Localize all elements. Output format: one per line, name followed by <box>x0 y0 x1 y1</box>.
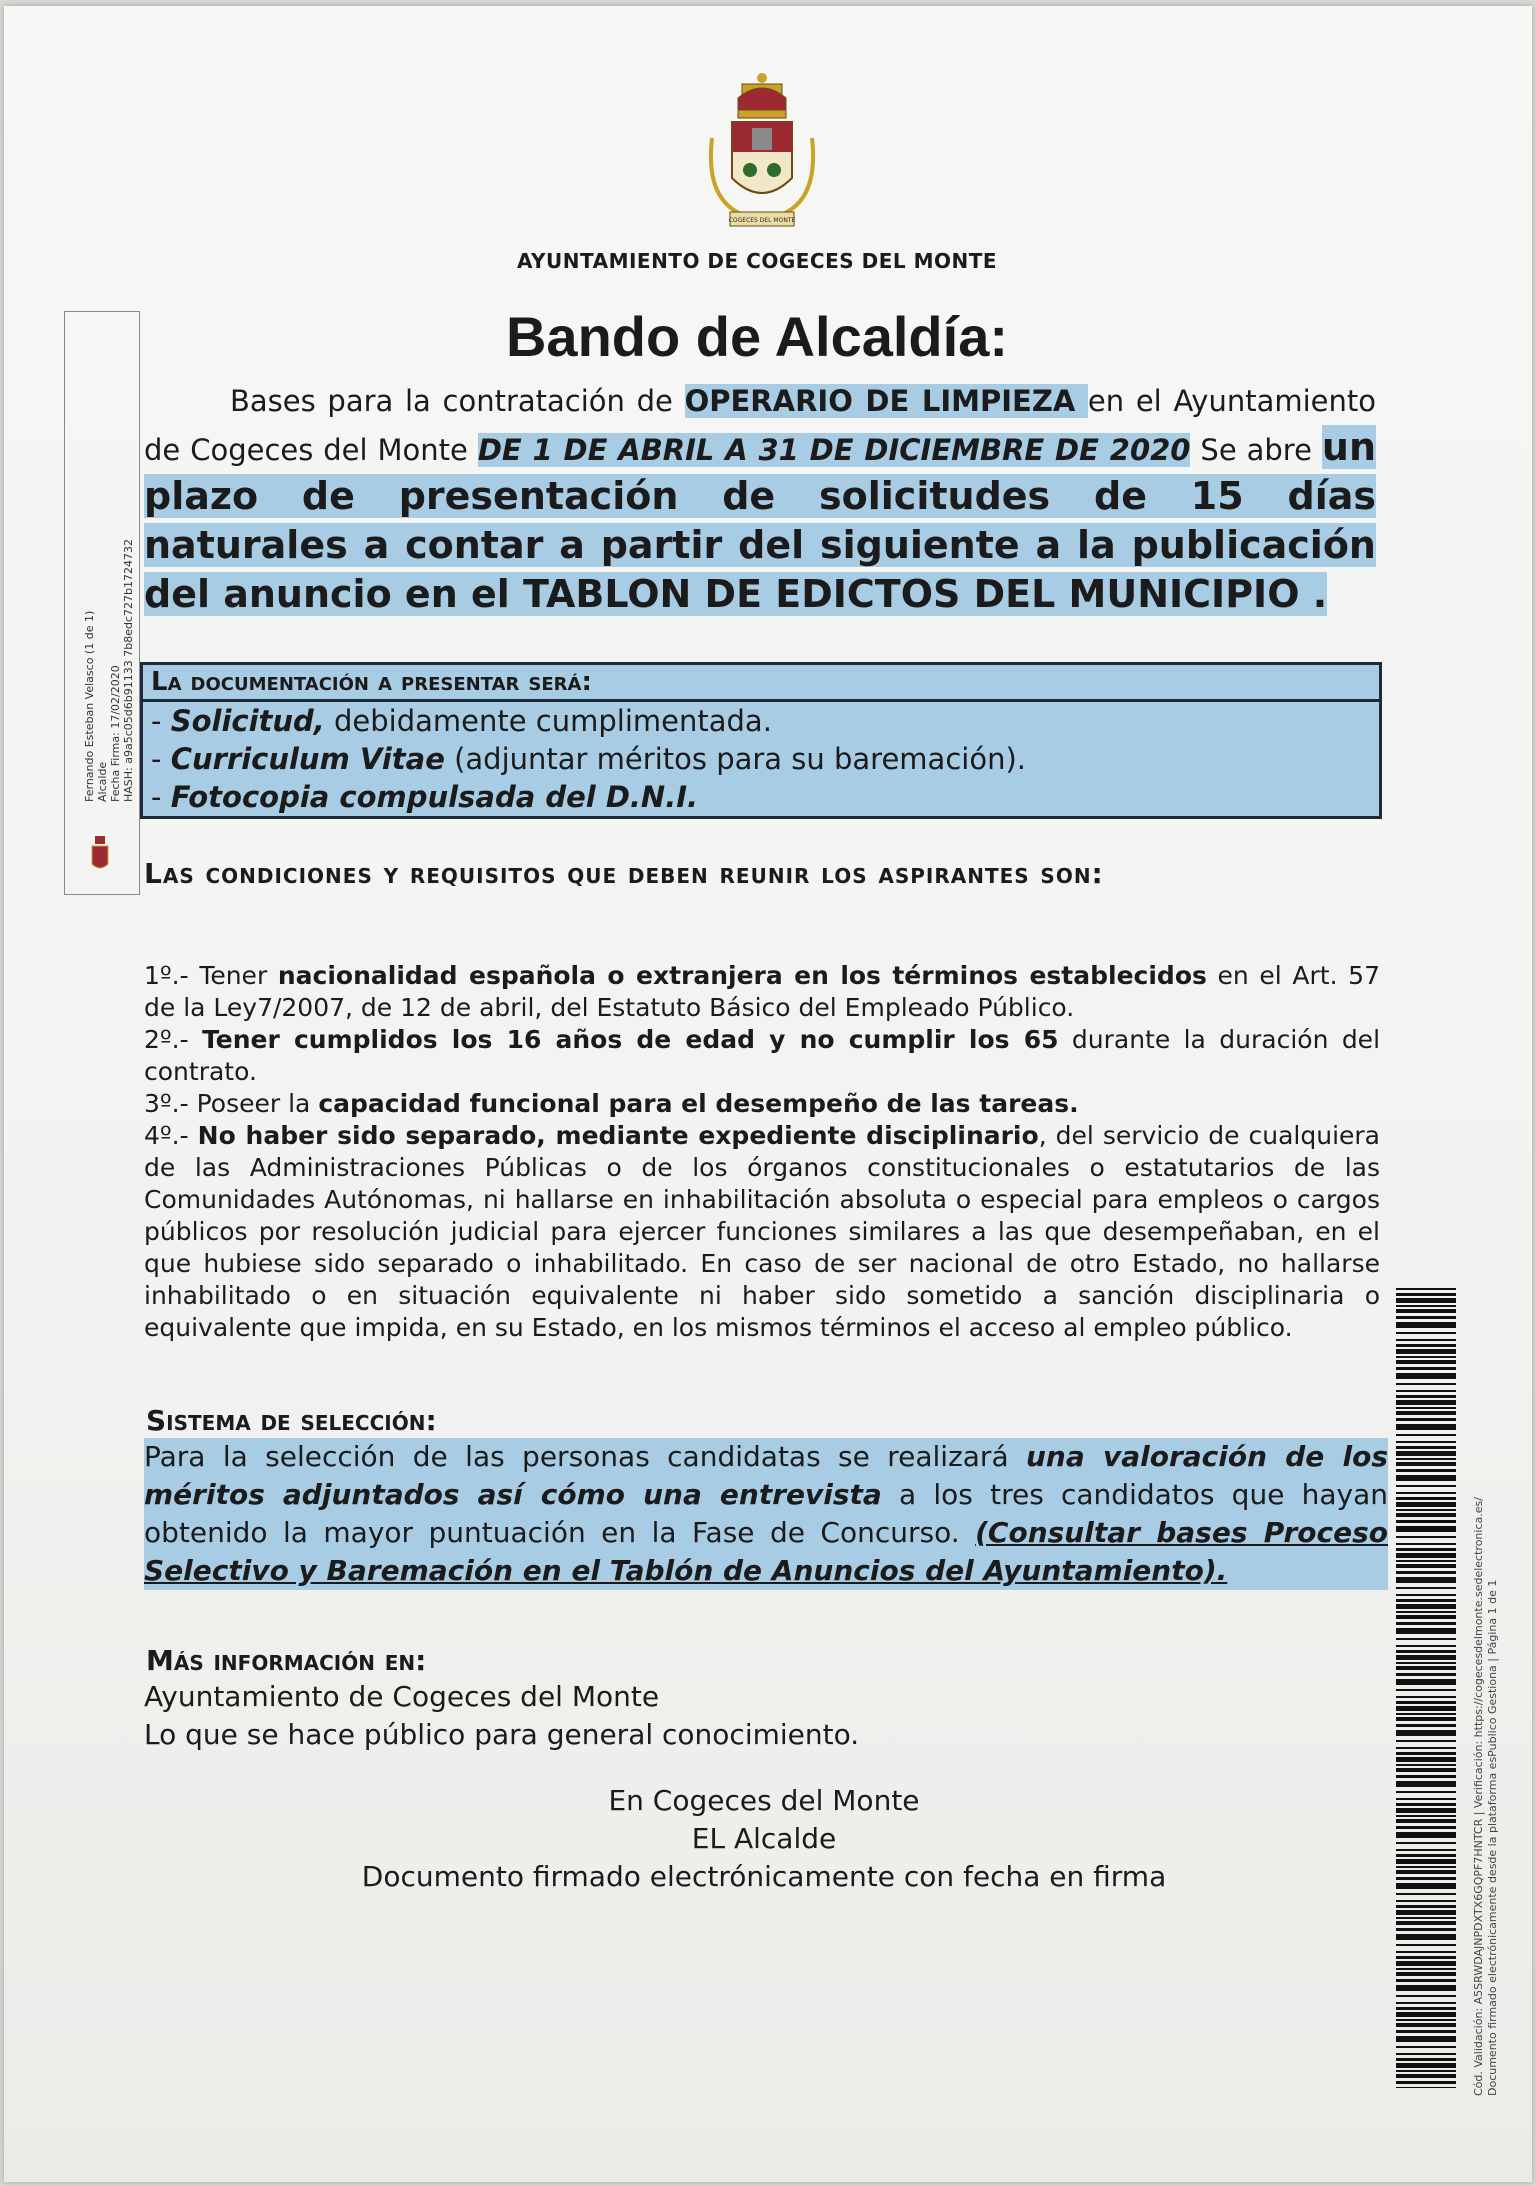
barcode-bar <box>1396 1492 1456 1494</box>
verification-text <box>1472 1316 1510 2096</box>
signature-block <box>4 1782 1524 1896</box>
signature-note: Documento firmado electrónicamente con fecha en firma <box>361 1860 1167 1893</box>
conditions-heading: Las condiciones y requisitos que deben reunir los aspirantes son: <box>144 857 1104 890</box>
barcode-bar <box>1396 2074 1456 2078</box>
barcode-bar <box>1396 1757 1456 1762</box>
barcode-bar <box>1396 1740 1456 1742</box>
barcode-bar <box>1396 1905 1456 1908</box>
documentation-item: - Fotocopia compulsada del D.N.I. <box>151 780 699 814</box>
barcode-bar <box>1396 1526 1456 1532</box>
barcode-icon <box>1396 1288 1456 2088</box>
barcode-bar <box>1396 1775 1456 1778</box>
requirement-item: 2º.- Tener cumplidos los 16 años de edad y no cumplir los 65 durante la duración del contrato. <box>144 1025 1381 1086</box>
barcode-bar <box>1396 1339 1456 1341</box>
requirements-list <box>144 960 1380 1344</box>
barcode-bar <box>1396 1594 1456 1596</box>
barcode-bar <box>1396 1298 1456 1303</box>
info-heading: Más información en: <box>146 1644 427 1677</box>
barcode-bar <box>1396 1451 1456 1456</box>
barcode-bar <box>1396 1826 1456 1829</box>
info-block <box>144 1678 859 1754</box>
selection-heading: Sistema de selección: <box>146 1404 437 1437</box>
barcode-bar <box>1396 2007 1456 2010</box>
barcode-bar <box>1396 1316 1456 1319</box>
page-title: Bando de Alcaldía: <box>505 305 1008 368</box>
barcode-bar <box>1396 1458 1456 1460</box>
barcode-bar <box>1396 1615 1456 1619</box>
barcode-bar <box>1396 1666 1456 1670</box>
barcode-bar <box>1396 1543 1456 1545</box>
barcode-bar <box>1396 1332 1456 1334</box>
barcode-bar <box>1396 1553 1456 1558</box>
barcode-bar <box>1396 1571 1456 1574</box>
requirement-item: 4º.- No haber sido separado, mediante expediente disciplinario, del servicio de cualquiera de las Administraciones Públicas o de los órganos constitucionales o estatutarios de las Comunidades Autónomas, ni hallarse en inhabilitación absoluta o especial para empleos o cargos públicos por resolución judicial para ejercer funciones similares a las que desempeñaban, en el que hubiese sido separado o inhabilitado. En caso de ser nacional de otro Estado, no hallarse inhabilitado o en situación equivalente ni haber sido sometido a sanción disciplinaria o equivalente que impida, en su Estado, en los mismos términos el acceso al empleo público. <box>144 1121 1380 1342</box>
barcode-bar <box>1396 1356 1456 1358</box>
barcode-bar <box>1396 2023 1456 2027</box>
barcode-bar <box>1396 1808 1456 1813</box>
barcode-bar <box>1396 2036 1456 2042</box>
barcode-bar <box>1396 1360 1456 1364</box>
documentation-item: - Curriculum Vitae (adjuntar méritos para su baremación). <box>151 742 1026 776</box>
barcode-bar <box>1396 1764 1456 1766</box>
barcode-bar <box>1396 1854 1456 1857</box>
barcode-bar <box>1396 1434 1456 1436</box>
barcode-bar <box>1396 2058 1456 2061</box>
barcode-bar <box>1396 1560 1456 1562</box>
barcode-bar <box>1396 1956 1456 1959</box>
barcode-bar <box>1396 1842 1456 1844</box>
barcode-bar <box>1396 1866 1456 1868</box>
barcode-bar <box>1396 1655 1456 1660</box>
barcode-bar <box>1396 2081 1456 2084</box>
barcode-bar <box>1396 1587 1456 1589</box>
barcode-bar <box>1396 1893 1456 1895</box>
barcode-bar <box>1396 1564 1456 1568</box>
barcode-bar <box>1396 1520 1456 1523</box>
barcode-bar <box>1396 1411 1456 1415</box>
barcode-bar <box>1396 2063 1456 2068</box>
barcode-bar <box>1396 1706 1456 1711</box>
svg-text:COGECES DEL MONTE: COGECES DEL MONTE <box>728 217 796 224</box>
documentation-heading: La documentación a presentar será: <box>143 665 1379 702</box>
barcode-bar <box>1396 1883 1456 1889</box>
barcode-bar <box>1396 1322 1456 1328</box>
barcode-bar <box>1396 1288 1456 1290</box>
barcode-bar <box>1396 1469 1456 1472</box>
barcode-bar <box>1396 1645 1456 1647</box>
barcode-bar <box>1396 1673 1456 1676</box>
barcode-bar <box>1396 1446 1456 1449</box>
barcode-bar <box>1396 1819 1456 1823</box>
requirement-item: 1º.- Tener nacionalidad española o extranjera en los términos establecidos en el Art. 57 de la Ley7/2007, de 12 de abril, del Estatuto Básico del Empleado Público. <box>144 961 1380 1022</box>
signature-role: EL Alcalde <box>691 1822 837 1855</box>
info-line: Lo que se hace público para general conocimiento. <box>144 1718 860 1751</box>
intro-text-2: en el Ayuntamiento de Cogeces del Monte <box>144 384 1377 467</box>
barcode-bar <box>1396 1502 1456 1507</box>
barcode-bar <box>1396 1921 1456 1925</box>
barcode-bar <box>1396 1877 1456 1880</box>
signature-stamp <box>64 311 140 895</box>
barcode-bar <box>1396 1475 1456 1481</box>
document-page <box>4 6 1532 2182</box>
barcode-bar <box>1396 1293 1456 1296</box>
signature-place: En Cogeces del Monte <box>608 1784 920 1817</box>
barcode-bar <box>1396 1870 1456 1874</box>
requirement-item: 3º.- Poseer la capacidad funcional para el desempeño de las tareas. <box>144 1089 1079 1118</box>
barcode-bar <box>1396 1900 1456 1902</box>
barcode-bar <box>1396 1309 1456 1313</box>
barcode-bar <box>1396 1497 1456 1500</box>
barcode-bar <box>1396 1815 1456 1817</box>
barcode-bar <box>1396 1917 1456 1919</box>
selection-paragraph: Para la selección de las personas candidatas se realizará una valoración de los méritos adjuntados así cómo una entrevista a los tres candidatos que hayan obtenido la mayor puntuación en la Fase de Concurso. (Consultar bases Proceso Selectivo y Baremación en el Tablón de Anuncios del Ayuntamiento). <box>144 1438 1388 1590</box>
barcode-bar <box>1396 1349 1456 1354</box>
barcode-bar <box>1396 1373 1456 1379</box>
barcode-bar <box>1396 1513 1456 1517</box>
barcode-bar <box>1396 1536 1456 1538</box>
barcode-bar <box>1396 1390 1456 1392</box>
barcode-bar <box>1396 1604 1456 1609</box>
barcode-bar <box>1396 1689 1456 1691</box>
barcode-bar <box>1396 1713 1456 1715</box>
consult-bases-note: (Consultar bases Proceso Selectivo y Baremación en el Tablón de Anuncios del Ayuntamiento). <box>144 1516 1388 1587</box>
barcode-bar <box>1396 1944 1456 1946</box>
stamp-signer: Fernando Esteban Velasco (1 de 1) <box>83 610 96 802</box>
barcode-bar <box>1396 2053 1456 2055</box>
barcode-bar <box>1396 1509 1456 1511</box>
job-title-highlight: OPERARIO DE LIMPIEZA <box>684 384 1088 418</box>
stamp-date: Fecha Firma: 17/02/2020 <box>109 665 122 802</box>
barcode-bar <box>1396 2019 1456 2021</box>
barcode-bar <box>1396 1859 1456 1864</box>
barcode-bar <box>1396 1910 1456 1915</box>
barcode-bar <box>1396 2046 1456 2048</box>
barcode-bar <box>1396 2002 1456 2004</box>
barcode-bar <box>1396 1400 1456 1405</box>
barcode-bar <box>1396 1717 1456 1721</box>
barcode-bar <box>1396 1577 1456 1583</box>
barcode-bar <box>1396 1832 1456 1838</box>
barcode-bar <box>1396 1599 1456 1602</box>
barcode-bar <box>1396 1441 1456 1443</box>
barcode-bar <box>1396 1979 1456 1982</box>
barcode-bar <box>1396 1849 1456 1851</box>
deadline-highlight: un plazo de presentación de solicitudes de 15 días naturales a contar a partir del siguiente a la publicación del anuncio en el TABLON DE EDICTOS DEL MUNICIPIO . <box>144 425 1376 616</box>
barcode-bar <box>1396 1662 1456 1664</box>
barcode-bar <box>1396 1622 1456 1625</box>
barcode-bar <box>1396 1628 1456 1634</box>
stamp-role: Alcalde <box>96 761 109 802</box>
stamp-hash: HASH: a9a5c05d6b91133 7b8edc727b1724732 <box>122 539 135 802</box>
barcode-bar <box>1396 1781 1456 1787</box>
barcode-bar <box>1396 1305 1456 1307</box>
barcode-bar <box>1396 1650 1456 1653</box>
barcode-bar <box>1396 1395 1456 1398</box>
barcode-bar <box>1396 1611 1456 1613</box>
barcode-bar <box>1396 1701 1456 1704</box>
barcode-bar <box>1396 1803 1456 1806</box>
barcode-bar <box>1396 2087 1456 2088</box>
barcode-bar <box>1396 1418 1456 1421</box>
barcode-bar <box>1396 1638 1456 1640</box>
barcode-bar <box>1396 1407 1456 1409</box>
barcode-bar <box>1396 2012 1456 2017</box>
barcode-bar <box>1396 1679 1456 1685</box>
barcode-bar <box>1396 1730 1456 1736</box>
barcode-bar <box>1396 1961 1456 1966</box>
barcode-bar <box>1396 1995 1456 1997</box>
barcode-bar <box>1396 1972 1456 1976</box>
barcode-bar <box>1396 1968 1456 1970</box>
barcode-bar <box>1396 1791 1456 1793</box>
barcode-bar <box>1396 1424 1456 1430</box>
barcode-bar <box>1396 1985 1456 1991</box>
barcode-bar <box>1396 1928 1456 1931</box>
council-name: AYUNTAMIENTO DE COGECES DEL MONTE <box>516 249 998 273</box>
coat-of-arms-emblem <box>694 68 830 244</box>
barcode-bar <box>1396 1367 1456 1370</box>
barcode-bar <box>1396 1768 1456 1772</box>
barcode-bar <box>1396 1951 1456 1953</box>
period-highlight: DE 1 DE ABRIL A 31 DE DICIEMBRE DE 2020 <box>477 433 1191 467</box>
barcode-bar <box>1396 1462 1456 1466</box>
barcode-bar <box>1396 1485 1456 1487</box>
barcode-bar <box>1396 1934 1456 1940</box>
barcode-bar <box>1396 1798 1456 1800</box>
barcode-bar <box>1396 1747 1456 1749</box>
barcode-bar <box>1396 1383 1456 1385</box>
barcode-bar <box>1396 2030 1456 2033</box>
documentation-item: - Solicitud, debidamente cumplimentada. <box>151 704 772 738</box>
info-line: Ayuntamiento de Cogeces del Monte <box>144 1680 660 1713</box>
mini-crest-icon <box>89 836 111 876</box>
verification-line: Documento firmado electrónicamente desde la plataforma esPublico Gestiona | Página 1 de 1 <box>1486 1579 1499 2096</box>
barcode-bar <box>1396 1724 1456 1727</box>
barcode-bar <box>1396 2070 1456 2072</box>
documentation-box <box>140 662 1382 819</box>
barcode-bar <box>1396 1752 1456 1755</box>
verification-line: Cód. Validación: A5SRWDAJNPDXTX6GQPF7HNTCR | Verificación: https://cogecesdelmonte.sedelectronica.es/ <box>1472 1497 1485 2096</box>
barcode-bar <box>1396 1696 1456 1698</box>
barcode-bar <box>1396 1344 1456 1347</box>
intro-text-1: Bases para la contratación de <box>230 384 685 418</box>
intro-paragraph <box>144 378 1376 620</box>
intro-text-3: Se abre <box>1190 433 1322 467</box>
barcode-bar <box>1396 1548 1456 1551</box>
